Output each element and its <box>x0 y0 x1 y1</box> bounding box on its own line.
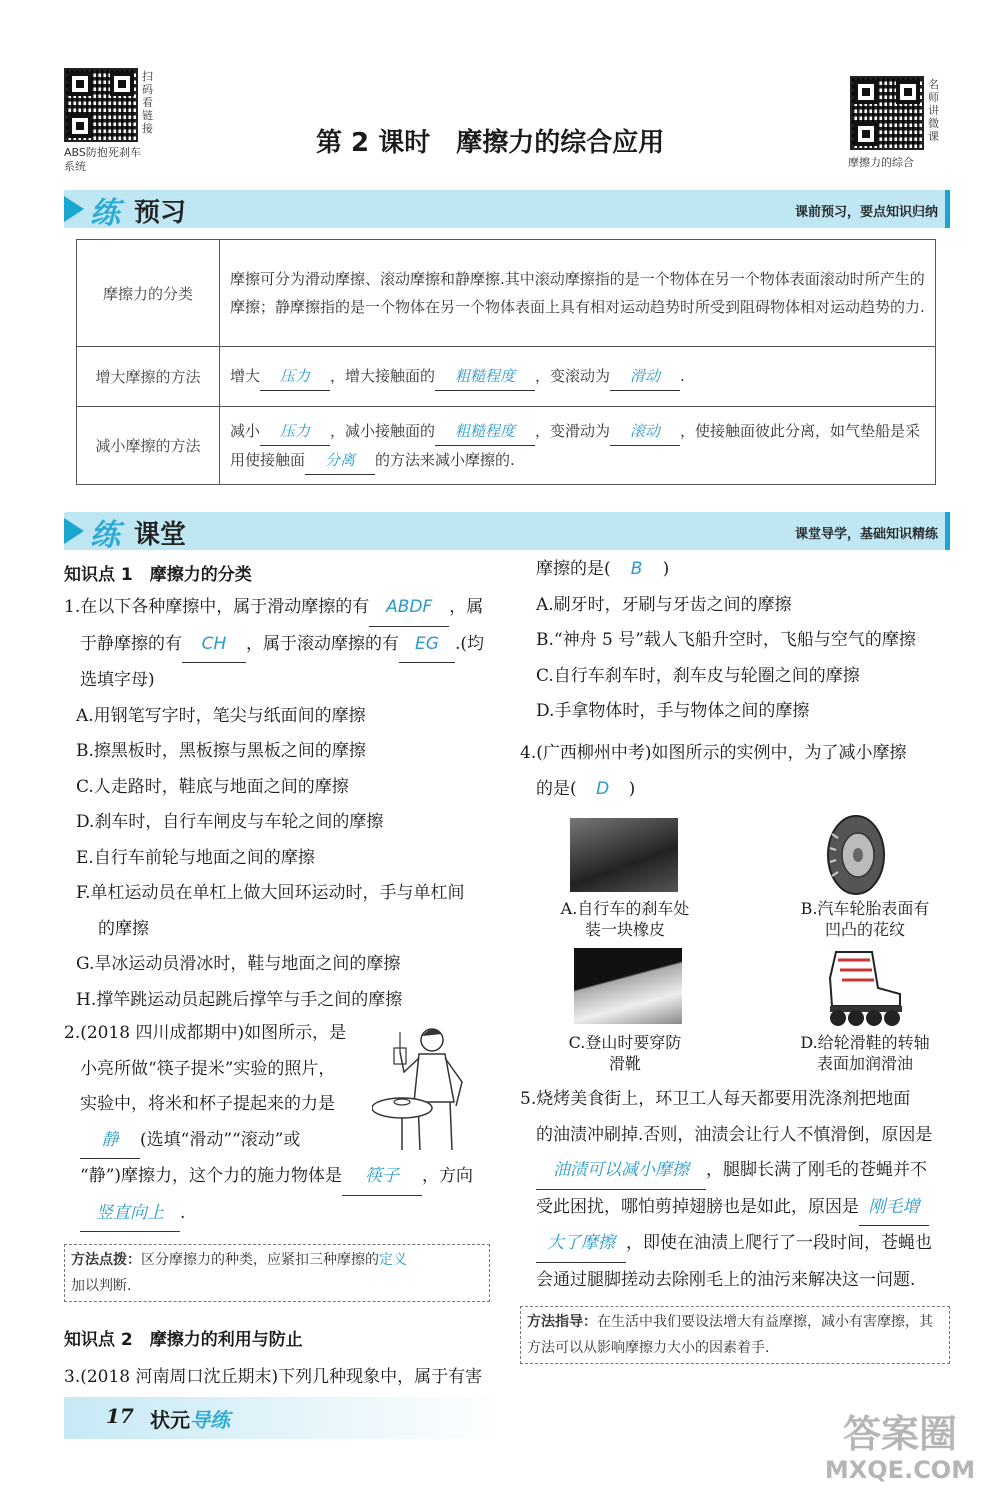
answer-blank: 竖直向上 <box>80 1196 180 1233</box>
text: . <box>180 1202 186 1223</box>
caption-line: 装一块橡皮 <box>584 920 665 939</box>
text: 1.在以下各种摩擦中，属于滑动摩擦的有 <box>64 597 370 617</box>
page-number: 17 <box>106 1404 134 1428</box>
bicycle-brake-photo <box>570 818 678 892</box>
answer-blank: 筷子 <box>342 1159 422 1196</box>
q4-caption-d <box>780 1032 950 1074</box>
answer-blank: 压力 <box>260 417 330 446</box>
answer-blank: 刚毛增 <box>859 1190 929 1227</box>
text: “静”)摩擦力，这个力的施力物体是 <box>80 1166 343 1186</box>
q4-line: 4.(广西柳州中考)如图所示的实例中，为了减小摩擦 <box>520 743 907 763</box>
arrow-icon <box>64 196 84 222</box>
row-text <box>220 347 936 407</box>
question-1 <box>64 590 504 1018</box>
option: F.单杠运动员在单杠上做大回环运动时，手与单杠间 <box>76 883 465 903</box>
text: 的是( <box>536 778 577 799</box>
q2-line: 实验中，将米和杯子提起来的力是 <box>80 1094 335 1114</box>
preview-section-bar <box>64 190 950 231</box>
answer-blank: 分离 <box>305 446 375 475</box>
q3-line <box>536 552 956 588</box>
text: ，变滑动为 <box>535 421 611 440</box>
answer-blank: 大了摩擦 <box>536 1226 626 1263</box>
row-label: 摩擦力的分类 <box>77 240 220 347</box>
answer-blank: ABDF <box>369 590 449 627</box>
method-label: 方法点拨： <box>71 1252 141 1268</box>
qr-right-caption: 摩擦力的综合 <box>848 156 914 169</box>
q5-line: 5.烧烤美食街上，环卫工人每天都要用洗涤剂把地面 <box>520 1089 911 1109</box>
brand-logo <box>150 1404 230 1433</box>
method-label: 方法指导： <box>527 1314 597 1330</box>
text: .(均 <box>455 633 485 654</box>
caption-line: D.给轮滑鞋的转轴 <box>800 1033 930 1052</box>
q2-line <box>64 1196 504 1233</box>
option: B.“神舟 5 号”载人飞船升空时，飞船与空气的摩擦 <box>536 630 916 650</box>
answer-blank: 滚动 <box>610 417 680 446</box>
table-row <box>77 347 936 407</box>
option: B.擦黑板时，黑板擦与黑板之间的摩擦 <box>76 741 366 761</box>
text: ，方向 <box>422 1166 474 1186</box>
preview-table <box>76 239 936 485</box>
caption-line: 滑靴 <box>608 1054 641 1073</box>
arrow-icon <box>64 518 84 544</box>
watermark-en: MXQE.COM <box>824 1456 976 1484</box>
caption-line: B.汽车轮胎表面有 <box>800 899 930 918</box>
text: 于静摩擦的有 <box>80 633 182 654</box>
text: (选填“滑动”“滚动”或 <box>140 1129 301 1150</box>
answer-blank: EG <box>399 627 455 664</box>
row-label: 减小摩擦的方法 <box>77 407 220 485</box>
answer-blank: 静 <box>80 1123 140 1160</box>
method-text: 加以判断. <box>71 1278 132 1294</box>
caption-line: 表面加润滑油 <box>816 1054 913 1073</box>
caption-line: A.自行车的刹车处 <box>560 899 690 918</box>
knowledge-point-2: 知识点 2 摩擦力的利用与防止 <box>64 1330 303 1350</box>
text: 减小 <box>230 421 261 440</box>
answer: B <box>630 559 643 579</box>
section-tip: 课堂导学，基础知识精练 <box>794 527 938 542</box>
text: ，增大接触面的 <box>330 367 436 385</box>
text: 受此困扰，哪怕剪掉翅膀也是如此，原因是 <box>536 1196 859 1217</box>
q1-line <box>64 627 504 664</box>
section-end-mark <box>945 190 950 228</box>
q5-line <box>520 1190 952 1227</box>
q2-line: 小亮所做“筷子提米”实验的照片， <box>80 1058 336 1079</box>
text: . <box>680 367 685 385</box>
method-guide-box <box>520 1306 950 1364</box>
section-name: 课堂 <box>134 520 187 550</box>
method-text: 在生活中我们要设法增大有益摩擦，减小有害摩擦，其方法可以从影响摩擦力大小的因素着手. <box>527 1314 933 1356</box>
text: ，属于滚动摩擦的有 <box>246 633 399 654</box>
chopsticks-experiment-illustration <box>372 1022 492 1152</box>
row-text <box>220 407 936 485</box>
table-row <box>77 407 936 485</box>
section-icon: 练 <box>90 196 120 231</box>
text: 增大 <box>230 367 261 385</box>
answer-blank: 滑动 <box>610 362 680 391</box>
q4-caption-c <box>540 1032 710 1074</box>
q5-line: 的油渍冲刷掉.否则，油渍会让行人不慎滑倒，原因是 <box>536 1124 933 1145</box>
classroom-section-bar <box>64 512 950 553</box>
q4-caption-b <box>780 898 950 940</box>
option: D.刹车时，自行车闸皮与车轮之间的摩擦 <box>76 812 384 832</box>
q5-line <box>520 1226 952 1263</box>
option: D.手拿物体时，手与物体之间的摩擦 <box>536 701 810 721</box>
tire-tread-image <box>824 814 888 896</box>
table-row <box>77 240 936 347</box>
question-5 <box>520 1082 952 1298</box>
option: G.旱冰运动员滑冰时，鞋与地面之间的摩擦 <box>76 954 401 974</box>
q4-caption-a <box>540 898 710 940</box>
watermark-logo <box>820 1412 980 1484</box>
question-3-cont <box>536 552 956 730</box>
mountain-climbing-photo <box>574 948 682 1024</box>
option: 的摩擦 <box>98 918 149 939</box>
roller-skate-image <box>818 948 908 1028</box>
section-name: 预习 <box>134 198 187 228</box>
text: ) <box>628 778 636 799</box>
row-label: 增大摩擦的方法 <box>77 347 220 407</box>
knowledge-point-1: 知识点 1 摩擦力的分类 <box>64 565 252 585</box>
option: A.刷牙时，牙刷与牙齿之间的摩擦 <box>536 594 792 615</box>
q1-line <box>64 590 504 627</box>
text: 的方法来减小摩擦的. <box>375 450 515 469</box>
qr-left-caption: ABS防抱死刹车系统 <box>64 146 141 173</box>
text: 摩擦的是( <box>536 559 611 579</box>
answer-blank: 粗糙程度 <box>435 362 535 391</box>
brand-part: 导练 <box>190 1408 230 1432</box>
q4-line <box>520 772 950 808</box>
text: ) <box>662 559 670 579</box>
text: ，变滚动为 <box>535 367 611 385</box>
option: C.人走路时，鞋底与地面之间的摩擦 <box>76 776 349 797</box>
option: C.自行车刹车时，刹车皮与轮圈之间的摩擦 <box>536 665 860 686</box>
answer-blank: 油渍可以减小摩擦 <box>536 1153 706 1190</box>
caption-line: C.登山时要穿防 <box>568 1033 682 1052</box>
answer-blank: 压力 <box>260 362 330 391</box>
method-text: 区分摩擦力的种类，应紧扣三种摩擦的 <box>141 1252 379 1268</box>
qr-code-left[interactable] <box>64 68 138 142</box>
answer: D <box>596 778 610 799</box>
option: H.撑竿跳运动员起跳后撑竿与手之间的摩擦 <box>76 989 403 1010</box>
question-3-start: 3.(2018 河南周口沈丘期末)下列几种现象中，属于有害 <box>64 1367 483 1387</box>
q5-line: 会通过腿脚搓动去除刚毛上的油污来解决这一问题. <box>536 1269 916 1290</box>
question-4 <box>520 736 950 807</box>
watermark-cn: 答案圈 <box>842 1412 957 1456</box>
q2-line: 2.(2018 四川成都期中)如图所示，是 <box>64 1023 347 1043</box>
caption-line: 凹凸的花纹 <box>824 920 905 939</box>
brand-part: 状元 <box>150 1408 190 1432</box>
text: ，属 <box>449 597 484 617</box>
section-end-mark <box>945 512 950 550</box>
answer-blank: CH <box>182 627 246 664</box>
text: ，使接触面彼此分离，如气垫船是采用使接触面 <box>230 421 921 469</box>
option: E.自行车前轮与地面之间的摩擦 <box>76 847 315 868</box>
answer-blank: 粗糙程度 <box>435 417 535 446</box>
q5-line <box>520 1153 952 1190</box>
text: ，腿脚长满了刚毛的苍蝇并不 <box>706 1160 927 1180</box>
section-tip: 课前预习，要点知识归纳 <box>794 205 938 220</box>
q2-line <box>64 1159 504 1196</box>
qr-left-side-label: 扫码看链接 <box>142 70 153 135</box>
text: ，即使在油渍上爬行了一段时间，苍蝇也 <box>626 1233 932 1253</box>
row-text: 摩擦可分为滑动摩擦、滚动摩擦和静摩擦.其中滚动摩擦指的是一个物体在另一个物体表面滚动时所产生的摩擦；静摩擦指的是一个物体在另一个物体表面上具有相对运动趋势时所受到阻碍物体相对运动趋势的力. <box>220 240 936 347</box>
qr-code-right[interactable] <box>850 76 924 150</box>
method-tip-box <box>64 1244 490 1302</box>
method-highlight: 定义 <box>379 1252 407 1268</box>
qr-right-side-label: 名师讲微课 <box>928 78 939 143</box>
option: A.用钢笔写字时，笔尖与纸面间的摩擦 <box>76 705 366 726</box>
section-icon: 练 <box>90 518 120 553</box>
text: ，减小接触面的 <box>330 421 436 440</box>
q1-line: 选填字母) <box>80 670 155 690</box>
page-title: 第 2 课时 摩擦力的综合应用 <box>316 128 665 158</box>
